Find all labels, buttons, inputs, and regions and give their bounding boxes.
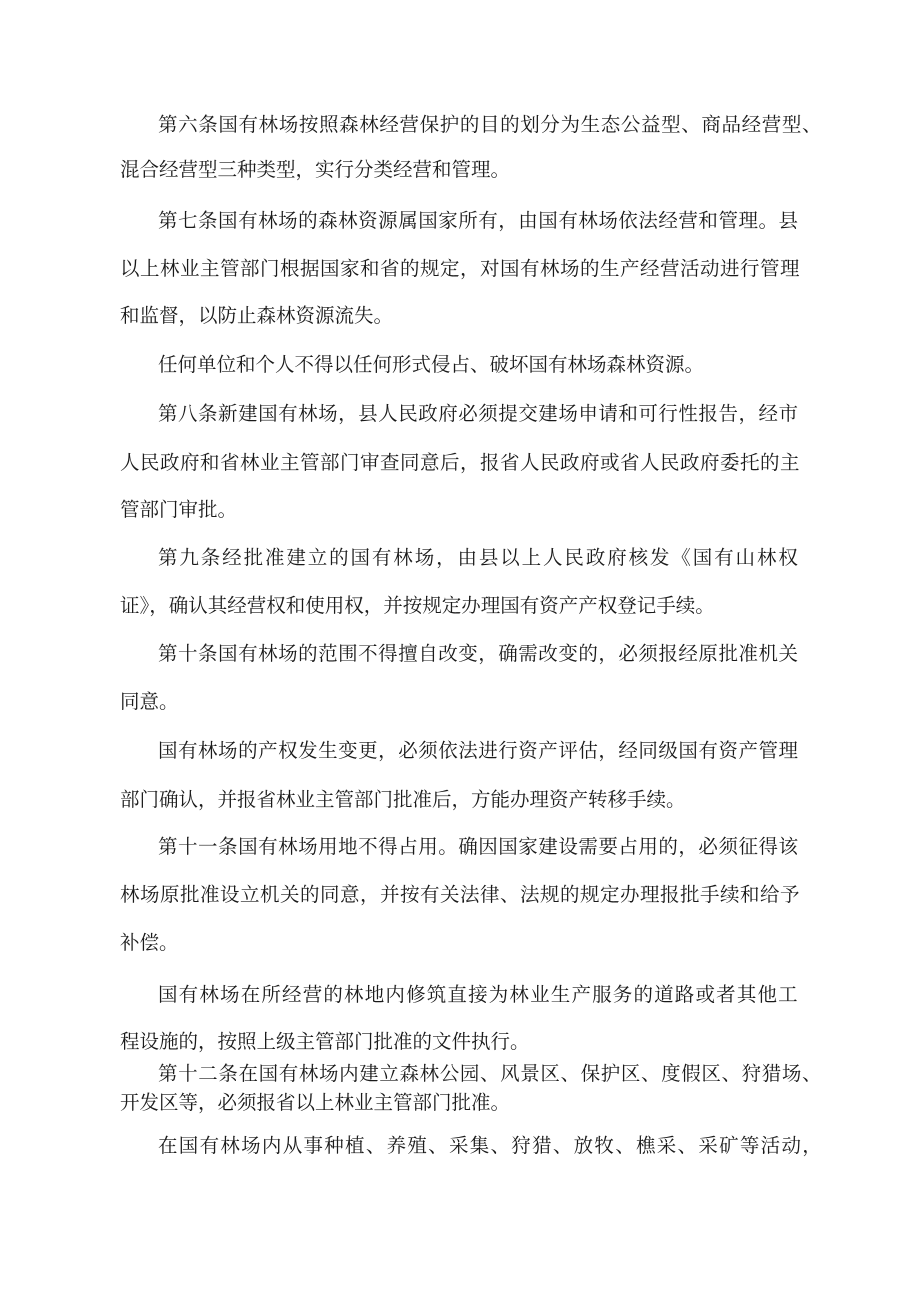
text-line: 国 有 林 场 在 所 经 营 的 林 地 内 修 筑 直 接 为 林 业 生 产 服 务 的 道 路 或 者 其 他 工: [158, 983, 798, 1006]
text-line: 在 国 有 林 场 内 从 事 种 植 、 养 殖 、 采 集 、 狩 猎 、 放 牧 、 樵 采 、 采 矿 等 活 动 ，: [158, 1134, 822, 1157]
text-line: 部门确认，并报省林业主管部门批准后，方能办理资产转移手续。: [120, 788, 686, 811]
text-line: 第 八 条 新 建 国 有 林 场 ， 县 人 民 政 府 必 须 提 交 建 场 申 请 和 可 行 性 报 告 ， 经 市: [158, 402, 798, 425]
text-line: 第 十 一 条 国 有 林 场 用 地 不 得 占 用 。 确 因 国 家 建 设 需 要 占 用 的 ， 必 须 征 得 该: [158, 835, 798, 858]
text-line: 第 十 二 条 在 国 有 林 场 内 建 立 森 林 公 园 、 风 景 区 、 保 护 区 、 度 假 区 、 狩 猎 场 、: [158, 1062, 822, 1085]
text-line: 混合经营型三种类型，实行分类经营和管理。: [120, 158, 511, 181]
text-line: 证》，确认其经营权和使用权，并按规定办理国有资产产权登记手续。: [120, 594, 715, 617]
text-line: 第 六 条 国 有 林 场 按 照 森 林 经 营 保 护 的 目 的 划 分 为 生 态 公 益 型 、 商 品 经 营 型 、: [158, 113, 822, 136]
text-line: 和监督，以防止森林资源流失。: [120, 304, 394, 327]
text-line: 人 民 政 府 和 省 林 业 主 管 部 门 审 查 同 意 后 ， 报 省 人 民 政 府 或 省 人 民 政 府 委 托 的 主: [120, 451, 800, 474]
text-line: 任何单位和个人不得以任何形式侵占、破坏国有林场森林资源。: [158, 353, 705, 376]
text-line: 国 有 林 场 的 产 权 发 生 变 更 ， 必 须 依 法 进 行 资 产 评 估 ， 经 同 级 国 有 资 产 管 理: [158, 739, 798, 762]
text-line: 林 场 原 批 准 设 立 机 关 的 同 意 ， 并 按 有 关 法 律 、 法 规 的 规 定 办 理 报 批 手 续 和 给 予: [120, 883, 800, 906]
text-line: 补偿。: [120, 931, 179, 954]
text-line: 第 七 条 国 有 林 场 的 森 林 资 源 属 国 家 所 有 ， 由 国 有 林 场 依 法 经 营 和 管 理 。 县: [158, 209, 798, 232]
text-line: 程设施的，按照上级主管部门批准的文件执行。: [120, 1030, 530, 1053]
text-line: 第 十 条 国 有 林 场 的 范 围 不 得 擅 自 改 变 ， 确 需 改 变 的 ， 必 须 报 经 原 批 准 机 关: [158, 642, 798, 665]
text-line: 管部门审批。: [120, 498, 238, 521]
text-line: 以 上 林 业 主 管 部 门 根 据 国 家 和 省 的 规 定 ， 对 国 有 林 场 的 生 产 经 营 活 动 进 行 管 理: [120, 257, 800, 280]
text-line: 同意。: [120, 690, 179, 713]
text-line: 开发区等，必须报省以上林业主管部门批准。: [120, 1091, 511, 1114]
text-line: 第 九 条 经 批 准 建 立 的 国 有 林 场 ， 由 县 以 上 人 民 政 府 核 发 《 国 有 山 林 权: [158, 546, 798, 569]
